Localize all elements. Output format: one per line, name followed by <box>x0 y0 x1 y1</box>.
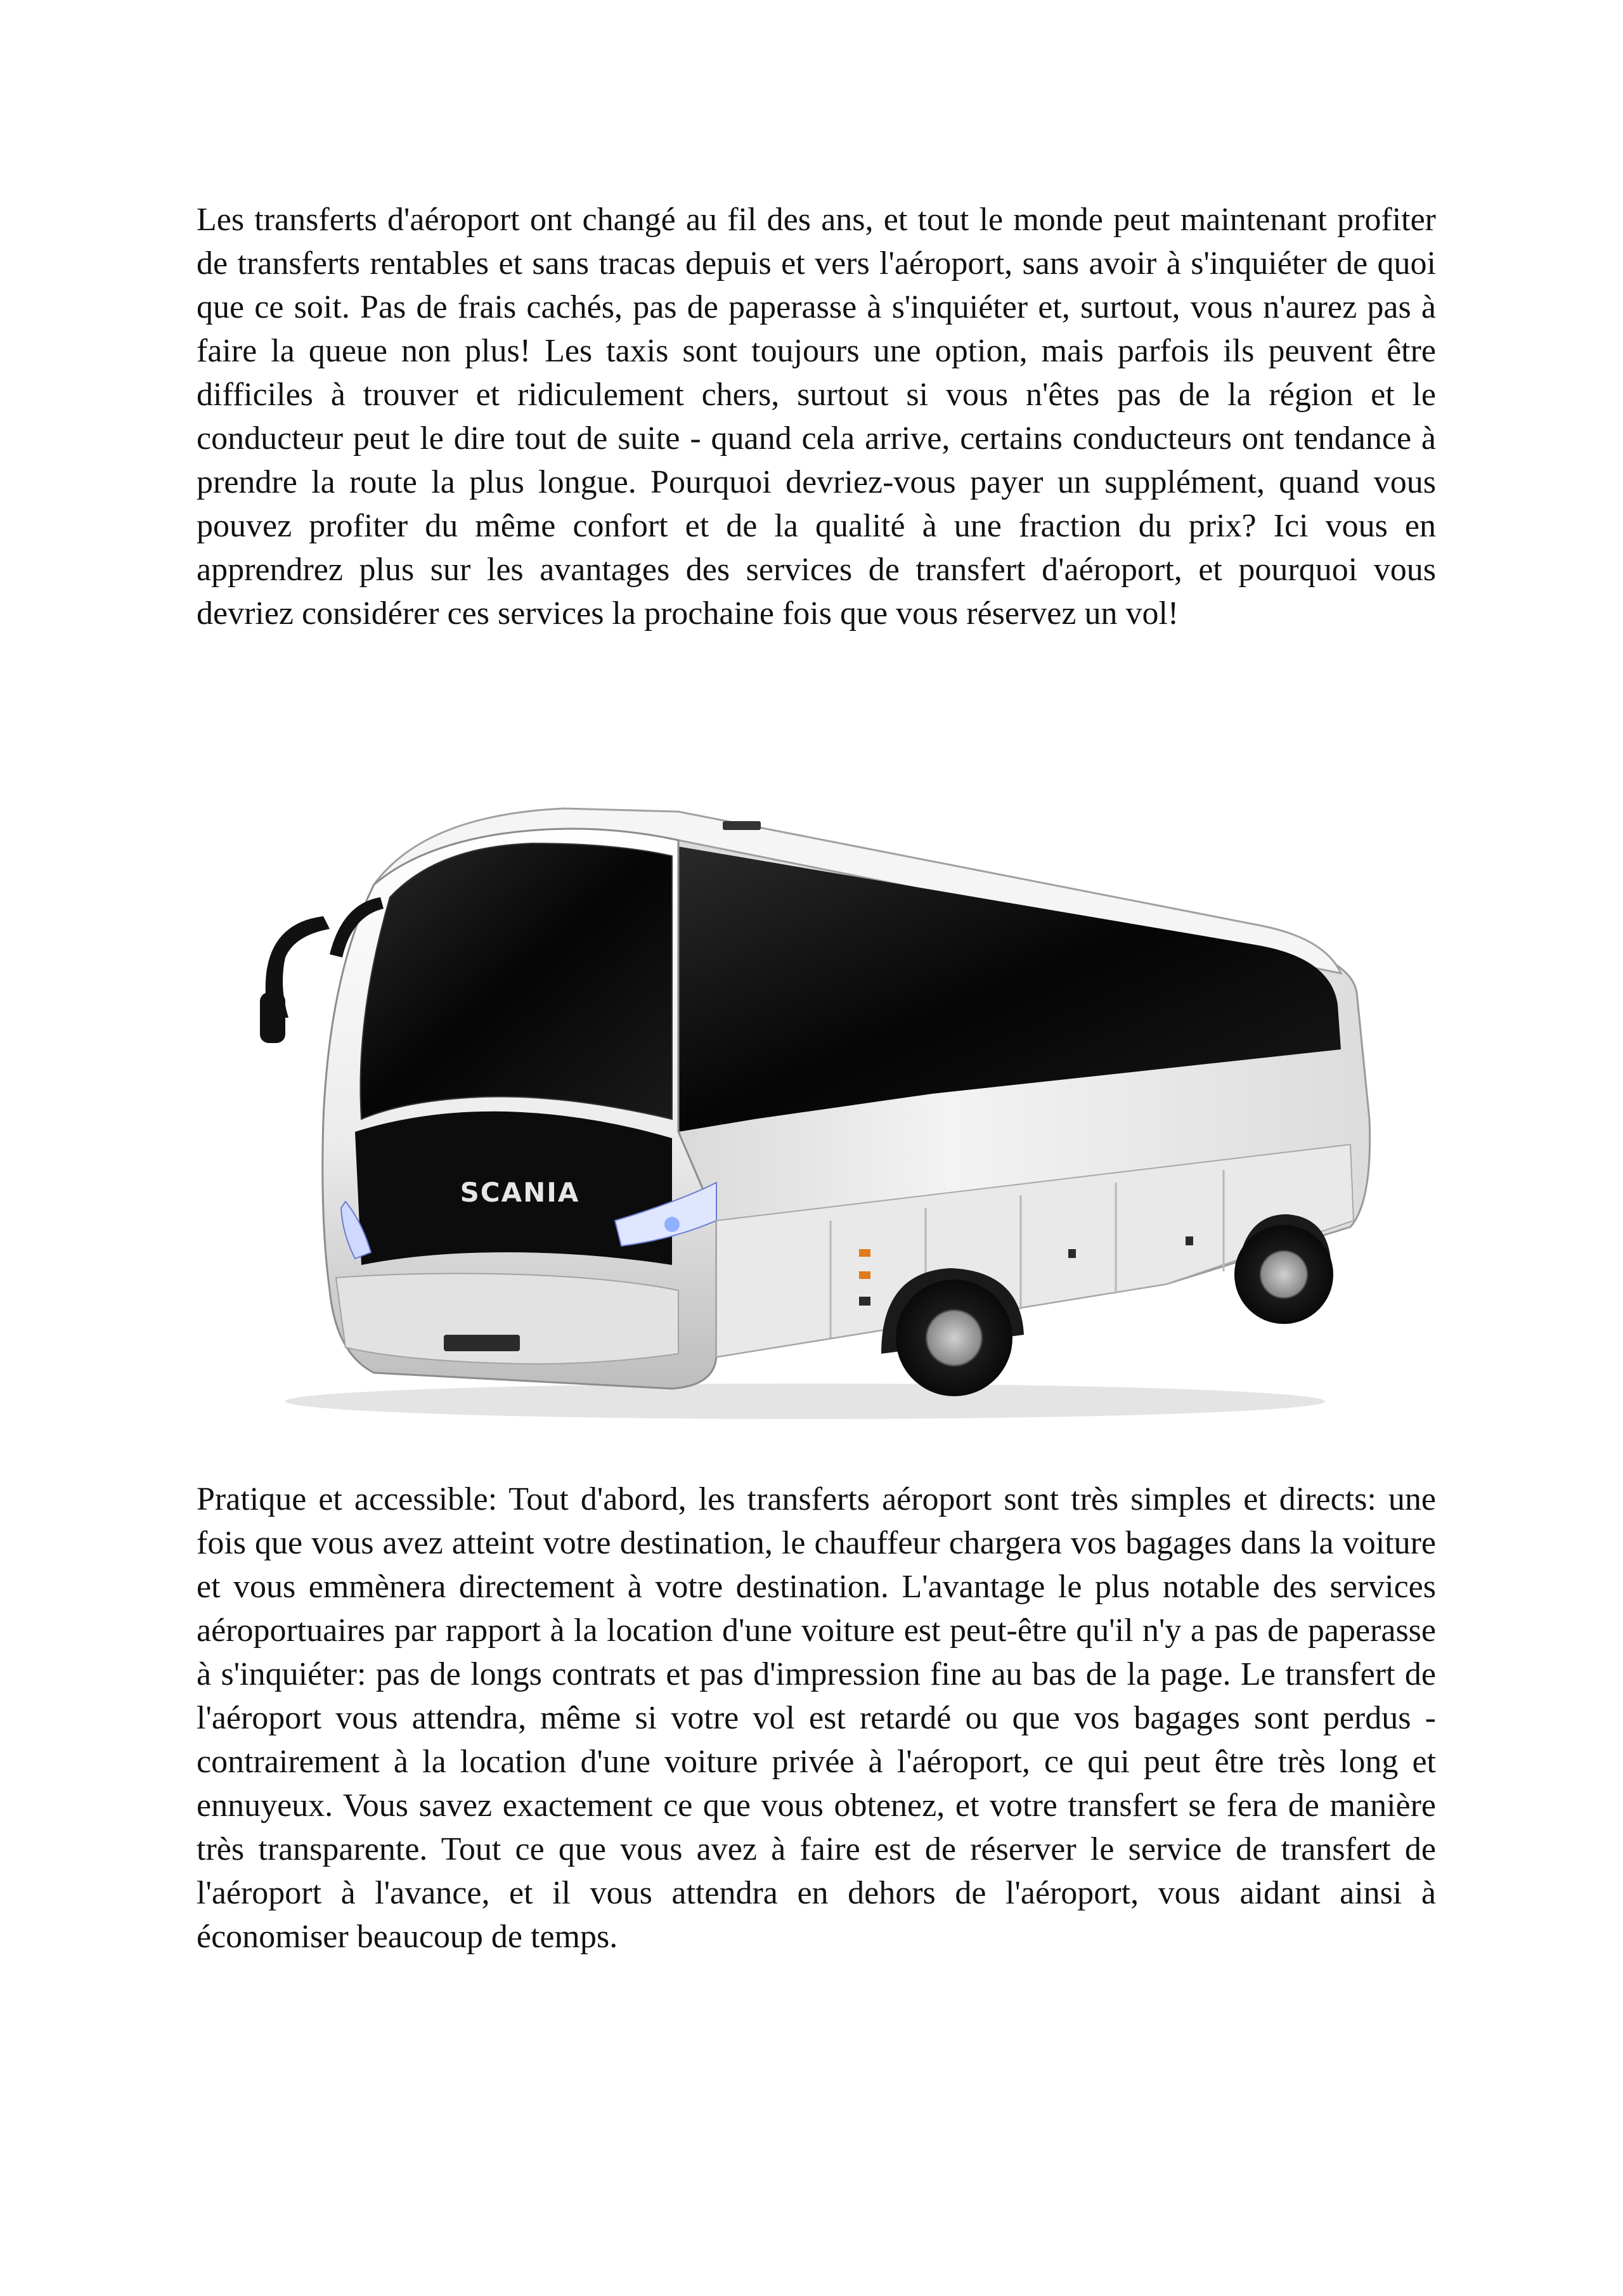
license-plate <box>444 1335 520 1351</box>
mirror-head <box>260 992 285 1043</box>
windshield <box>360 843 672 1119</box>
marker-light <box>859 1271 870 1279</box>
marker-light <box>1186 1236 1193 1245</box>
marker-light <box>1068 1249 1076 1258</box>
bus-illustration <box>235 764 1376 1430</box>
headlight-lamp <box>664 1217 680 1232</box>
paragraph-intro: Les transferts d'aéroport ont changé au fil des ans, et tout le monde peut maintenant profiter de transferts rentables et sans tracas depuis et vers l'aéroport, sans avoir à s'inquiéter de quoi que ce soit. Pas de frais cachés, pas de paperasse à s'inquiéter et, surtout, vous n'aurez pas à faire la queue non plus! Les taxis sont toujours une option, mais parfois ils peuvent être difficiles à trouver et ridiculement chers, surtout si vous n'êtes pas de la région et le conducteur peut le dire tout de suite - quand cela arrive, certains conducteurs ont tendance à prendre la route la plus longue. Pourquoi devriez-vous payer un supplément, quand vous pouvez profiter du même confort et de la qualité à une fraction du prix? Ici vous en apprendrez plus sur les avantages des services de transfert d'aéroport, et pourquoi vous devriez considérer ces services la prochaine fois que vous réservez un vol! <box>197 202 1436 632</box>
ground-shadow <box>285 1384 1325 1419</box>
wheel-front <box>896 1280 1012 1396</box>
wheel-rear <box>1234 1225 1333 1324</box>
paragraph-practical: Pratique et accessible: Tout d'abord, les transferts aéroport sont très simples et directs: une fois que vous avez atteint votre destination, le chauffeur chargera vos bagages dans la voiture et vous emmènera directement à votre destination. L'avantage le plus notable des services aéroportuaires par rapport à la location d'une voiture est peut-être qu'il n'y a pas de paperasse à s'inquiéter: pas de longs contrats et pas d'impression fine au bas de la page. Le transfert de l'aéroport vous attendra, même si votre vol est retardé ou que vos bagages sont perdus - contrairement à la location d'une voiture privée à l'aéroport, ce qui peut être très long et ennuyeux. Vous savez exactement ce que vous obtenez, et votre transfert se fera de manière très transparente. Tout ce que vous avez à faire est de réserver le service de transfert de l'aéroport à l'avance, et il vous attendra en dehors de l'aéroport, vous aidant ainsi à économiser beaucoup de temps. <box>197 1481 1436 1955</box>
roof-badge <box>723 821 761 830</box>
bus-image <box>235 764 1376 1430</box>
marker-light <box>859 1297 870 1306</box>
marker-light <box>859 1249 870 1257</box>
brand-logo: SCANIA <box>460 1177 580 1208</box>
